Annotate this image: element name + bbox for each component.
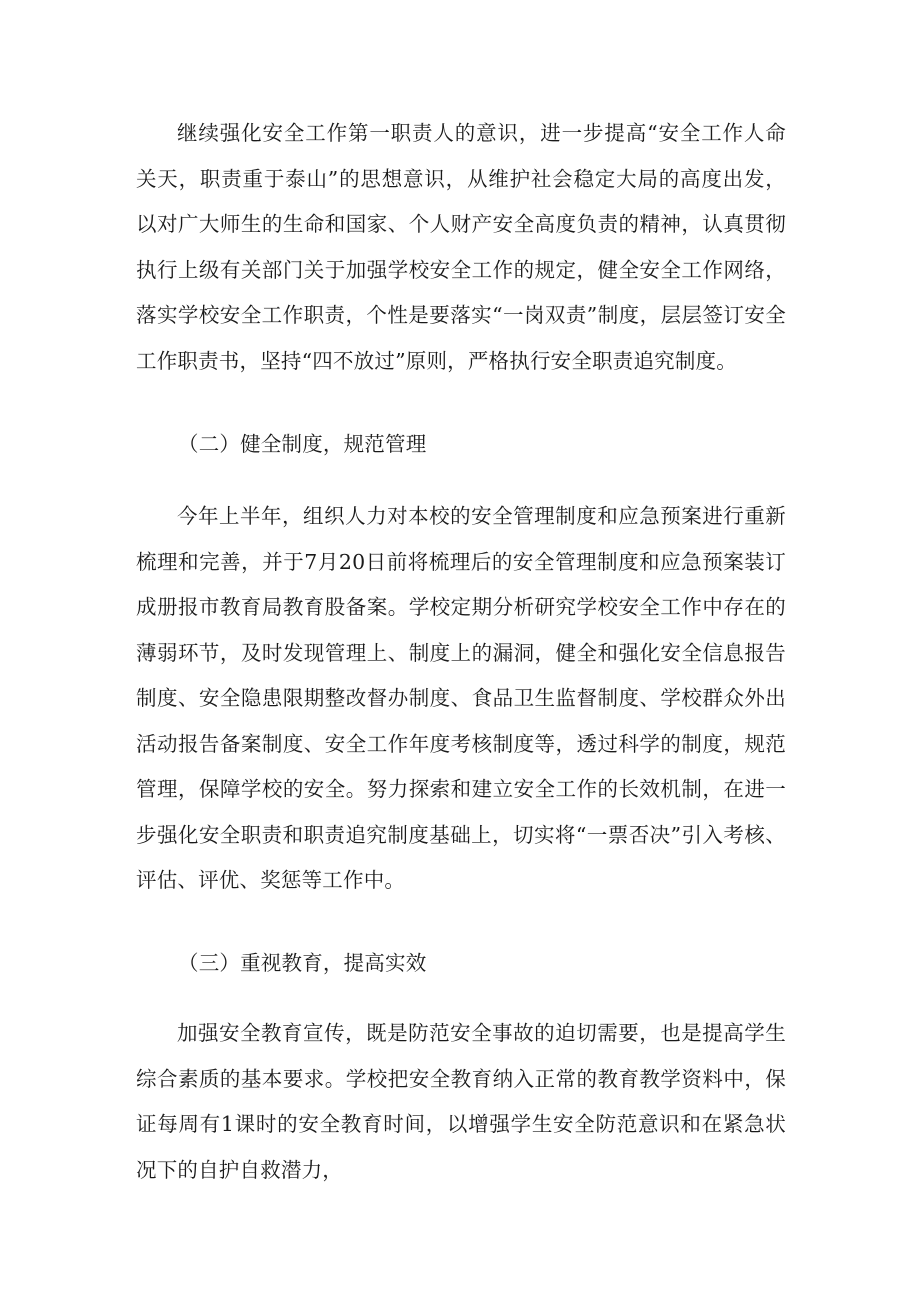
paragraph-safety-responsibility: 继续强化安全工作第一职责人的意识，进一步提高“安全工作人命关天，职责重于泰山”的思想意识，从维护社会稳定大局的高度出发，以对广大师生的生命和国家、个人财产安全高度负责的精神，认真贯彻执行上级有关部门关于加强学校安全工作的规定，健全安全工作网络，落实学校安全工作职责，个性是要落实“一岗双责”制度，层层签订安全工作职责书，坚持“四不放过”原则，严格执行安全职责追究制度。: [136, 121, 786, 373]
paragraph-safety-education: 加强安全教育宣传，既是防范安全事故的迫切需要，也是提高学生综合素质的基本要求。学校把安全教育纳入正常的教育教学资料中，保证每周有1课时的安全教育时间，以增强学生安全防范意识和在紧急状况下的自护自救潜力，: [136, 1021, 786, 1182]
section-heading-system: （二）健全制度，规范管理: [178, 432, 427, 456]
paragraph-system-management: 今年上半年，组织人力对本校的安全管理制度和应急预案进行重新梳理和完善，并于7月20日前将梳理后的安全管理制度和应急预案装订成册报市教育局教育股备案。学校定期分析研究学校安全工作中存在的薄弱环节，及时发现管理上、制度上的漏洞，健全和强化安全信息报告制度、安全隐患限期整改督办制度、食品卫生监督制度、学校群众外出活动报告备案制度、安全工作年度考核制度等，透过科学的制度，规范管理，保障学校的安全。努力探索和建立安全工作的长效机制，在进一步强化安全职责和职责追究制度基础上，切实将“一票否决”引入考核、评估、评优、奖惩等工作中。: [136, 504, 786, 892]
section-heading-education: （三）重视教育，提高实效: [178, 951, 427, 975]
